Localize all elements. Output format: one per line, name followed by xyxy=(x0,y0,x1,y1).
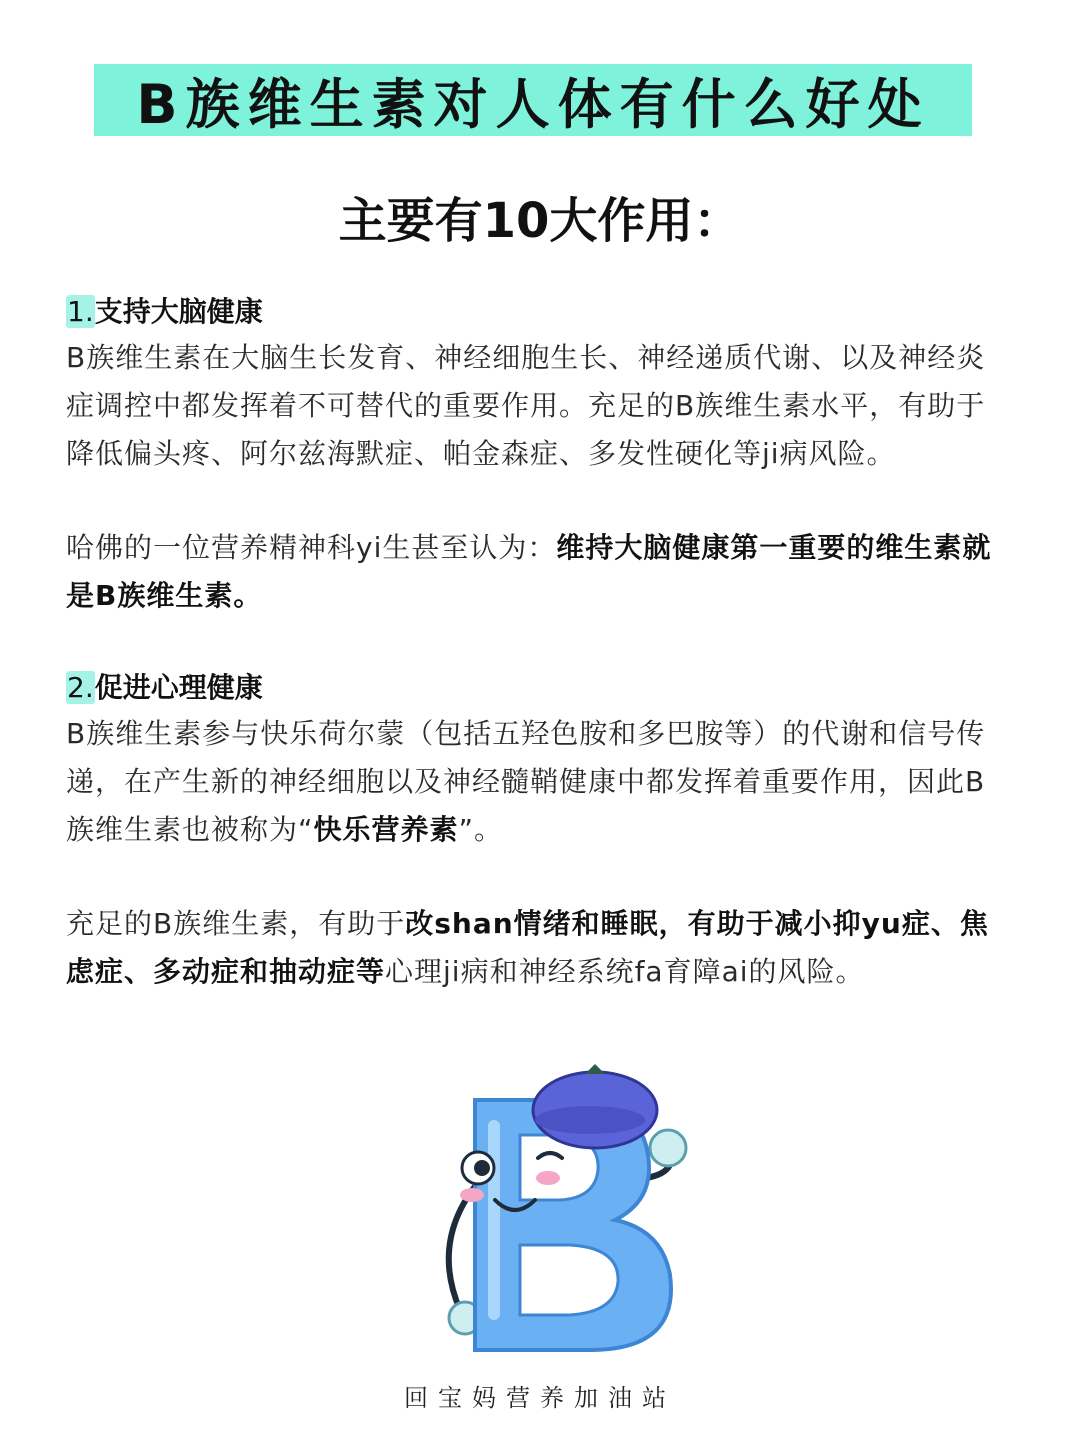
page-title: B族维生素对人体有什么好处 xyxy=(136,72,930,136)
footer-watermark: 回宝妈营养加油站 xyxy=(404,1384,676,1412)
letter-b-mascot-icon xyxy=(420,1060,720,1360)
paragraph-text: 充足的B族维生素，有助于 xyxy=(66,907,406,940)
page-subtitle: 主要有10大作用： xyxy=(338,193,742,249)
emphasis-text: 快乐营养素 xyxy=(313,813,459,846)
emphasis-text: 改shan情绪和睡眠，有助于减小抑yu症、焦虑症、多动症和抽动症等 xyxy=(66,907,989,988)
section-number: 2. xyxy=(67,671,94,704)
emphasis-text: 维持大脑健康第一重要的维生素就是B族维生素。 xyxy=(66,531,992,612)
section-title: 支持大脑健康 xyxy=(94,295,263,328)
section-number: 1. xyxy=(67,295,94,328)
paragraph-text: 哈佛的一位营养精神科yi生甚至认为： xyxy=(66,531,557,564)
paragraph xyxy=(66,524,1006,620)
paragraph xyxy=(66,710,1006,854)
article-body xyxy=(66,290,1006,996)
section-heading-mental xyxy=(66,666,1006,710)
paragraph-text: 心理ji病和神经系统fa育障ai的风险。 xyxy=(385,955,865,988)
paragraph-text: B族维生素参与快乐荷尔蒙（包括五羟色胺和多巴胺等）的代谢和信号传递，在产生新的神经细胞以及神经髓鞘健康中都发挥着重要作用，因此B族维生素也被称为“ xyxy=(66,717,986,846)
section-title: 促进心理健康 xyxy=(94,671,263,704)
paragraph-text: ”。 xyxy=(458,813,504,846)
title-banner xyxy=(94,64,972,136)
paragraph: B族维生素在大脑生长发育、神经细胞生长、神经递质代谢、以及神经炎症调控中都发挥着不可替代的重要作用。充足的B族维生素水平，有助于降低偏头疼、阿尔兹海默症、帕金森症、多发性硬化等ji病风险。 xyxy=(66,341,986,470)
paragraph xyxy=(66,900,1006,996)
section-heading-brain xyxy=(66,290,1006,334)
